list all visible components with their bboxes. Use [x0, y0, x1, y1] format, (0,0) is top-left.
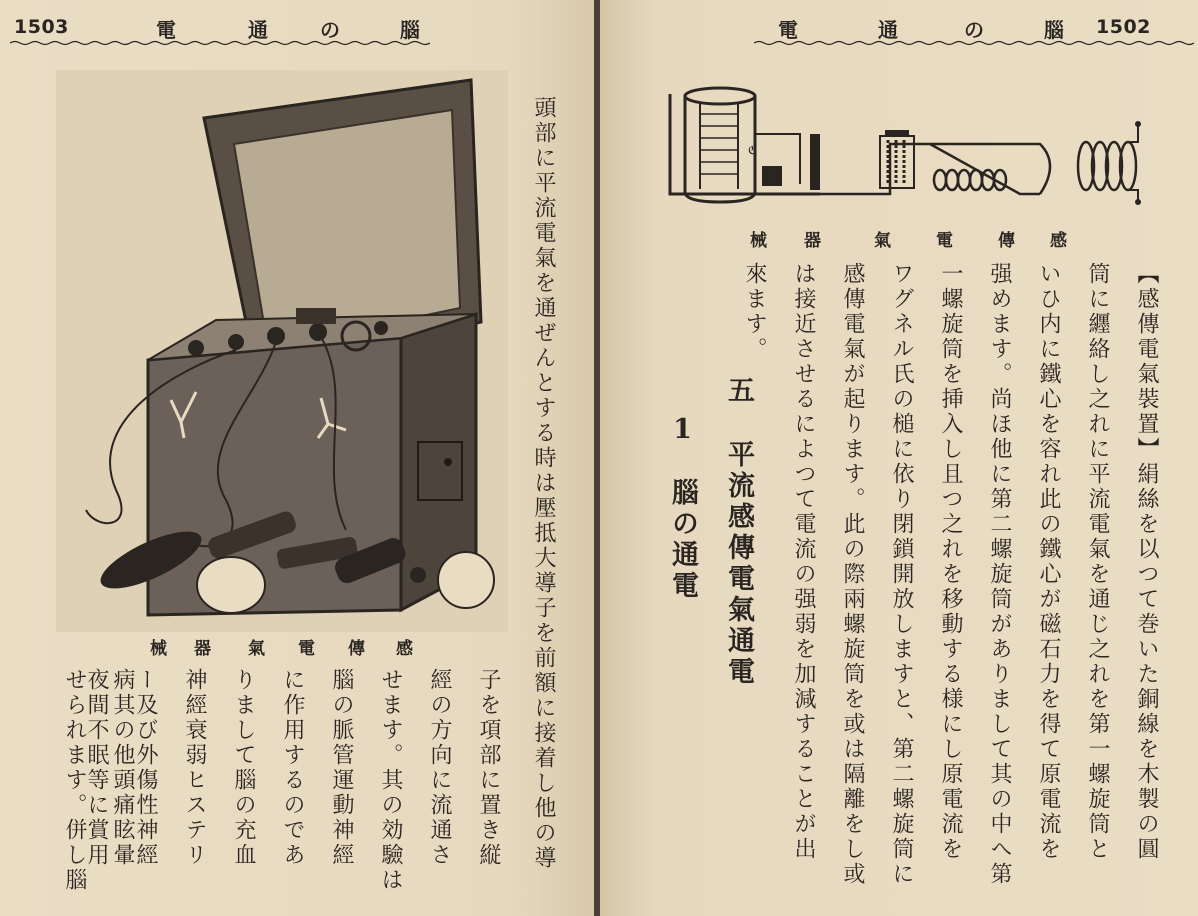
header-char: 電 — [156, 18, 176, 42]
body-column: 一螺旋筒を挿入し且つ之れを移動する様にし原電流を — [938, 262, 963, 862]
body-column: 腦の脈管運動神經 — [329, 668, 354, 868]
body-column: ワグネル氏の槌に依り閉鎖開放しますと、第二螺旋筒に — [889, 262, 914, 887]
body-column: 筒に纒絡し之れに平流電氣を通じ之れを第一螺旋筒と — [1085, 262, 1110, 862]
body-column: 夜間不眠等に賞用 — [84, 668, 109, 868]
body-column: せられます。併し腦 — [62, 668, 87, 893]
body-column: 感傳電氣が起ります。此の際兩螺旋筒を或は隔離をし或 — [840, 262, 865, 887]
header-char: 電 — [778, 18, 798, 42]
header-char: 腦 — [1044, 18, 1064, 42]
caption-char: 械 — [150, 639, 167, 659]
running-header — [120, 12, 420, 42]
body-column: は接近させるによつて電流の强弱を加減することが出 — [791, 262, 816, 862]
body-column: に作用するのであ — [280, 668, 305, 868]
header-char: 腦 — [400, 18, 420, 42]
header-char: 通 — [248, 18, 268, 42]
body-column: 經の方向に流通さ — [427, 668, 452, 868]
section-title: 平流感傳電氣通電 — [723, 440, 754, 688]
caption-char: 傳 — [998, 231, 1015, 251]
header-char: の — [320, 18, 340, 42]
body-column: 神經衰弱ヒステリ — [182, 668, 207, 868]
subsection-number: 1 — [667, 414, 698, 449]
body-column: 來ます。 — [742, 262, 767, 362]
body-column: せます。其の効驗は — [378, 668, 403, 893]
caption-char: 氣 — [874, 231, 891, 251]
caption-char: 氣 — [248, 639, 265, 659]
section-number: 五 — [723, 376, 754, 407]
caption-char: 器 — [804, 231, 821, 251]
induction-apparatus-diagram — [660, 74, 1160, 214]
page-number: 1503 — [14, 16, 69, 38]
induction-apparatus-figure — [56, 70, 508, 632]
body-column: 病其の他頭痛眩暈 — [110, 668, 135, 868]
subsection-title: 腦の通電 — [667, 478, 698, 602]
caption-char: 感 — [1050, 231, 1067, 251]
figure-caption — [150, 634, 430, 659]
body-column: 頭部に平流電氣を通ぜんとする時は壓抵大導子を前額に接着し他の導 — [531, 96, 556, 871]
figure-caption — [750, 226, 1067, 251]
caption-char: 電 — [936, 231, 953, 251]
running-header — [768, 12, 1068, 42]
body-column: ー及び外傷性神經 — [133, 668, 158, 868]
left-page — [0, 0, 596, 916]
caption-char: 械 — [750, 231, 767, 251]
body-column: いひ内に鐵心を容れ此の鐵心が磁石力を得て原電流を — [1036, 262, 1061, 862]
caption-char: 器 — [194, 639, 211, 659]
body-column: 子を項部に置き縦 — [476, 668, 501, 868]
header-wavy-rule — [10, 40, 430, 46]
header-wavy-rule — [754, 40, 1194, 46]
caption-char: 傳 — [348, 639, 365, 659]
body-column: りまして腦の充血 — [231, 668, 256, 868]
body-column: 强めます。尚ほ他に第二螺旋筒がありまして其の中へ第 — [987, 262, 1012, 887]
page-number: 1502 — [1096, 16, 1151, 38]
body-column: 【感傳電氣裝置】絹絲を以つて巻いた銅線を木製の圓 — [1134, 262, 1159, 862]
caption-char: 感 — [396, 639, 413, 659]
header-char: 通 — [878, 18, 898, 42]
svg-text:ℭ: ℭ — [748, 143, 757, 157]
right-page — [600, 0, 1198, 916]
caption-char: 電 — [298, 639, 315, 659]
header-char: の — [964, 18, 984, 42]
